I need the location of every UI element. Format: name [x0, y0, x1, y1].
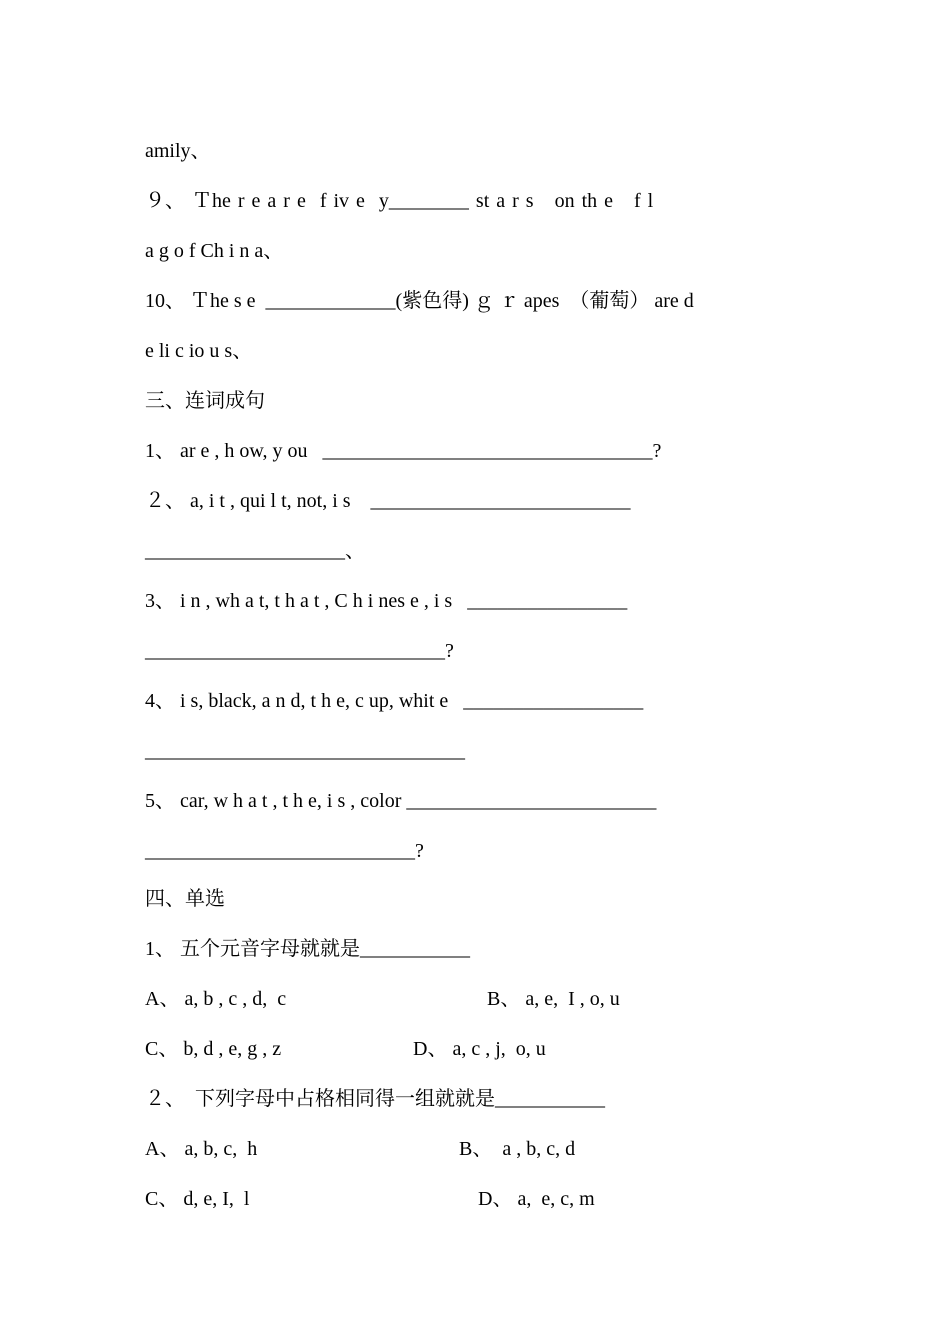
section-4-heading: 四、单选 [145, 888, 225, 910]
section-4-question-1: 1、 五个元音字母就就是___________ [145, 938, 470, 960]
question-1-option-a: A、 a, b , c , d, c [145, 988, 287, 1010]
question-2-option-a: A、 a, b, c, h [145, 1138, 258, 1160]
question-2-option-b: B、 a , b, c, d [459, 1138, 576, 1160]
section-3-question-2-line-2: ____________________、 [145, 540, 365, 562]
question-9-line-1: ９、 Ｔhe r e a r e f iv e y________ st a r s on th e f l [145, 190, 654, 212]
question-1-option-c: C、 b, d , e, g , z [145, 1038, 282, 1060]
question-9-line-2: a g o f Ch i n a、 [145, 240, 284, 262]
question-10-line-2: e li c io u s、 [145, 340, 253, 362]
question-2-option-c: C、 d, e, I, l [145, 1188, 250, 1210]
section-3-question-3-line-2: ______________________________? [145, 640, 454, 662]
question-1-option-d: D、 a, c , j, o, u [413, 1038, 546, 1060]
section-3-heading: 三、连词成句 [145, 390, 265, 412]
section-4-question-2: ２、 下列字母中占格相同得一组就就是___________ [145, 1088, 605, 1110]
section-3-question-4-line-2: ________________________________ [145, 740, 465, 762]
section-3-question-5-line-1: 5、 car, w h a t , t h e, i s , color _________________________ [145, 790, 657, 812]
section-3-question-2-line-1: ２、 a, i t , qui l t, not, i s __________________________ [145, 490, 631, 512]
question-10-line-1: 10、 Ｔhe s e _____________(紫色得) ｇ ｒ apes （葡萄） are d [145, 290, 694, 312]
section-3-question-1: 1、 ar e , h ow, y ou _________________________________? [145, 440, 662, 462]
text-line-amily: amily、 [145, 140, 211, 162]
question-2-option-d: D、 a, e, c, m [478, 1188, 595, 1210]
section-3-question-5-line-2: ___________________________? [145, 840, 424, 862]
section-3-question-4-line-1: 4、 i s, black, a n d, t h e, c up, whit e __________________ [145, 690, 644, 712]
section-3-question-3-line-1: 3、 i n , wh a t, t h a t , C h i nes e , i s ________________ [145, 590, 628, 612]
question-1-option-b: B、 a, e, I , o, u [487, 988, 620, 1010]
